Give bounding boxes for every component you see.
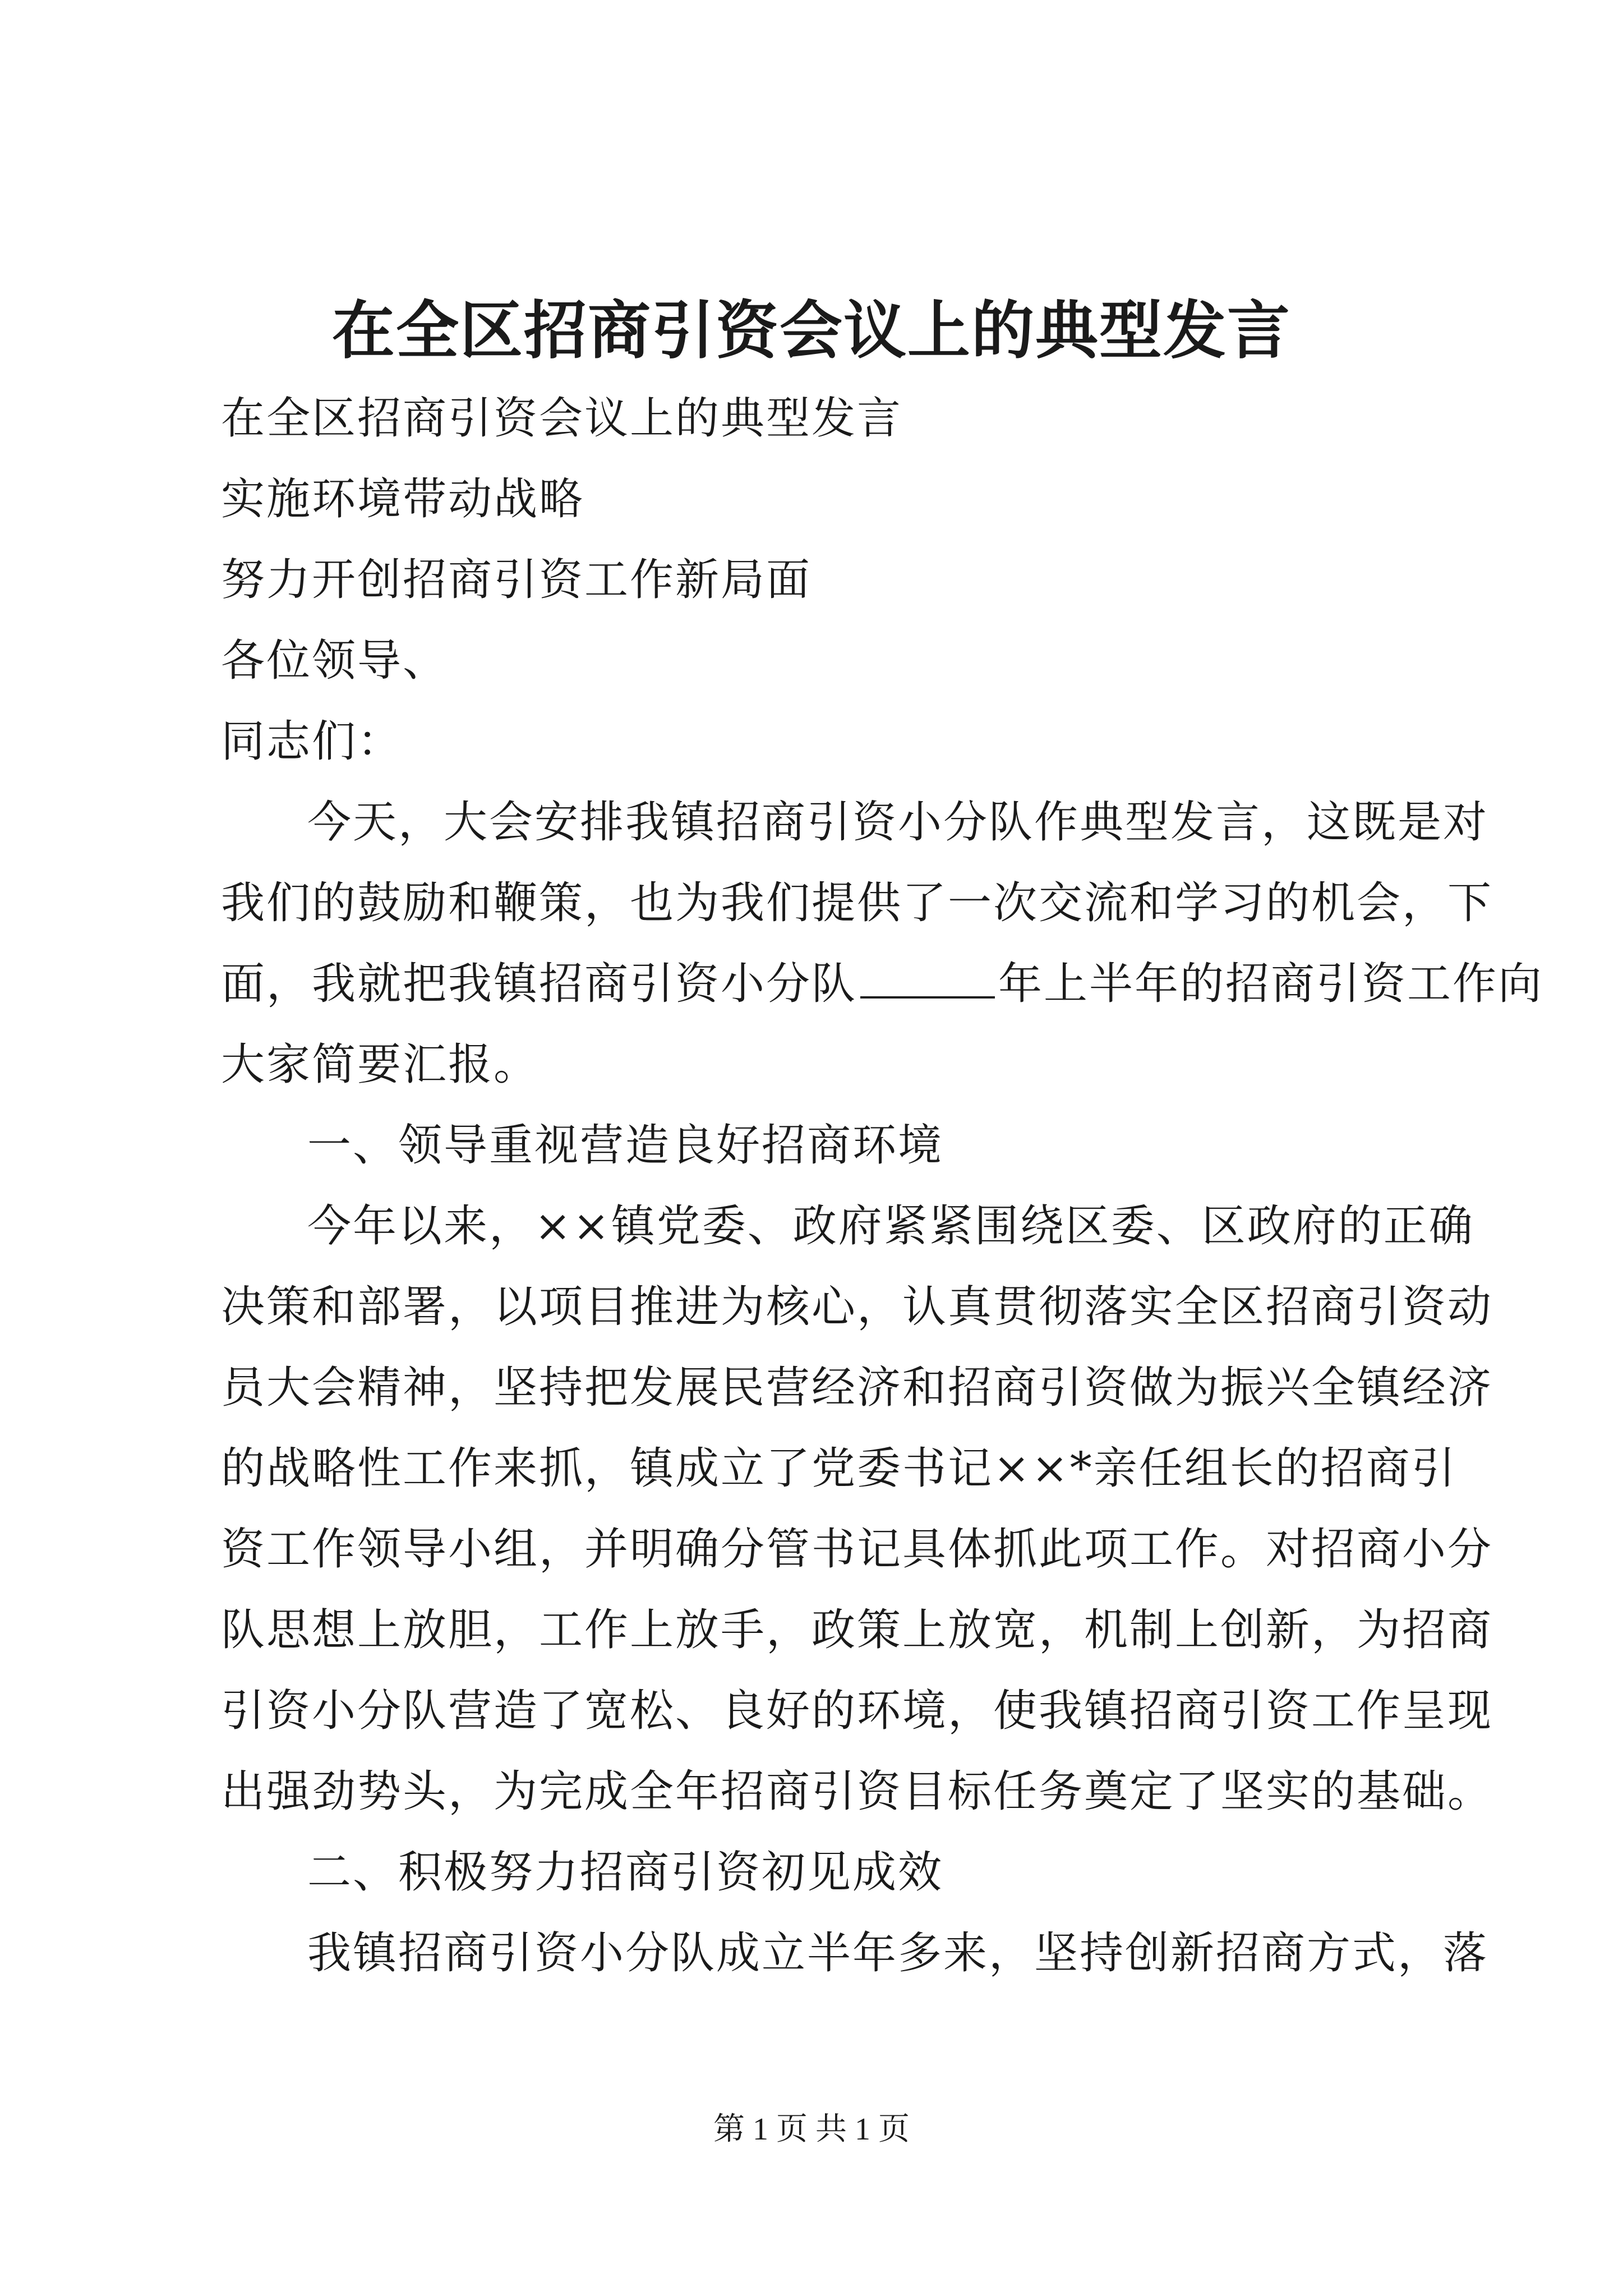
body-line-salutation-1: 各位领导、	[221, 636, 449, 686]
paragraph-line: 决策和部署，以项目推进为核心，认真贯彻落实全区招商引资动	[221, 1282, 1493, 1332]
paragraph-line: 今年以来，××镇党委、政府紧紧围绕区委、区政府的正确	[307, 1201, 1474, 1251]
paragraph-line: 大家简要汇报。	[221, 1039, 540, 1090]
paragraph-line: 引资小分队营造了宽松、良好的环境，使我镇招商引资工作呈现	[221, 1686, 1493, 1736]
page-footer: 第 1 页 共 1 页	[713, 2112, 910, 2147]
body-line-theme-1: 实施环境带动战略	[221, 474, 585, 524]
section-heading-1: 一、领导重视营造良好招商环境	[307, 1120, 944, 1171]
section-heading-2: 二、积极努力招商引资初见成效	[307, 1847, 944, 1898]
paragraph-line-part: 年上半年的招商引资工作向	[998, 959, 1544, 1009]
paragraph-line-with-blank	[221, 944, 1544, 1024]
body-line-subtitle: 在全区招商引资会议上的典型发言	[221, 393, 903, 444]
body-line-theme-2: 努力开创招商引资工作新局面	[221, 555, 812, 605]
body-line-salutation-2: 同志们：	[221, 716, 403, 767]
paragraph-line: 我们的鼓励和鞭策，也为我们提供了一次交流和学习的机会，下	[221, 878, 1493, 928]
paragraph-line: 资工作领导小组，并明确分管书记具体抓此项工作。对招商小分	[221, 1524, 1493, 1575]
fill-in-blank	[860, 965, 995, 999]
paragraph-line: 今天，大会安排我镇招商引资小分队作典型发言，这既是对	[307, 797, 1489, 848]
paragraph-line: 队思想上放胆，工作上放手，政策上放宽，机制上创新，为招商	[221, 1605, 1493, 1655]
paragraph-line: 员大会精神，坚持把发展民营经济和招商引资做为振兴全镇经济	[221, 1363, 1493, 1413]
document-title: 在全区招商引资会议上的典型发言	[332, 294, 1291, 367]
paragraph-line-part: 面，我就把我镇招商引资小分队	[221, 959, 857, 1009]
paragraph-line: 我镇招商引资小分队成立半年多来，坚持创新招商方式，落	[307, 1928, 1489, 1978]
document-body	[221, 378, 1544, 1994]
paragraph-line: 的战略性工作来抓，镇成立了党委书记××*亲任组长的招商引	[221, 1443, 1457, 1494]
paragraph-line: 出强劲势头，为完成全年招商引资目标任务奠定了坚实的基础。	[221, 1766, 1493, 1817]
